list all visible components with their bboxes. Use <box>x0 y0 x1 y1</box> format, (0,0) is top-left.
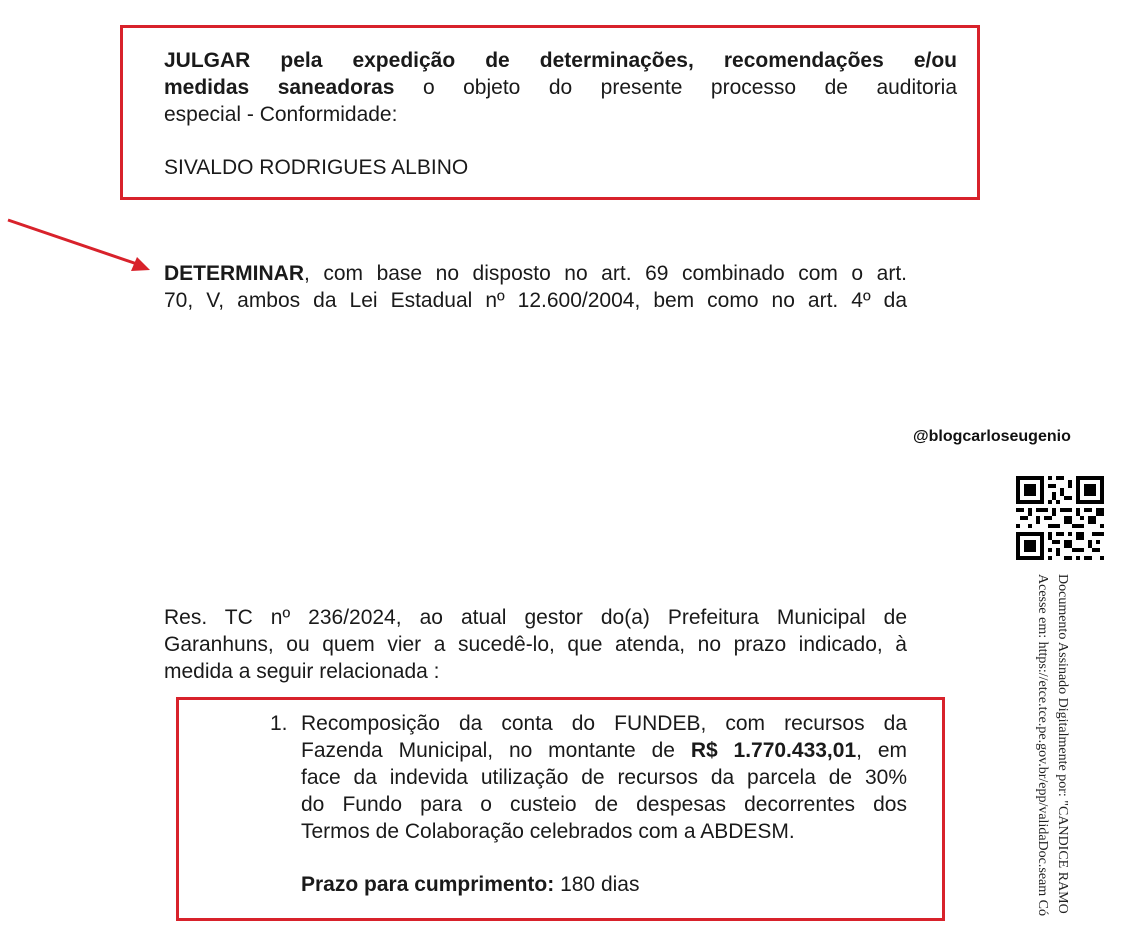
julgar-line-2 <box>164 74 957 101</box>
stamp-line-2: Acesse em: https://etce.tce.pe.gov.br/epp/validaDoc.seam Có <box>1035 574 1050 916</box>
item-line-1: Recomposição da conta do FUNDEB, com recursos da <box>301 712 907 735</box>
res-line-2: Garanhuns, ou quem vier a sucedê-lo, que atenda, no prazo indicado, à <box>164 633 907 656</box>
julgar-verb: JULGAR <box>164 49 251 72</box>
item-line-4: do Fundo para o custeio de despesas decorrentes dos <box>301 793 907 816</box>
deadline-label: Prazo para cumprimento: <box>301 873 555 896</box>
determinar-line-1: DETERMINAR, com base no disposto no art. 69 combinado com o art. <box>164 262 907 285</box>
res-line-3: medida a seguir relacionada : <box>164 660 440 683</box>
red-arrow-icon <box>0 205 170 285</box>
deadline-value: 180 dias <box>560 873 640 896</box>
qr-code-icon <box>1016 476 1104 560</box>
julgar-line-1 <box>164 47 957 74</box>
julgar-rest: o objeto do presente processo de auditoria <box>422 76 958 99</box>
item-number: 1. <box>270 712 288 735</box>
julgar-bold-text: pela expedição de determinações, recomendações e/ou <box>280 49 957 72</box>
julgar-line-3: especial - Conformidade: <box>164 103 398 126</box>
determinar-verb: DETERMINAR <box>164 262 304 285</box>
item-line-5: Termos de Colaboração celebrados com a ABDESM. <box>301 820 795 843</box>
amount-value: R$ 1.770.433,01 <box>690 739 857 762</box>
deadline <box>301 871 639 898</box>
item-line-3: face da indevida utilização de recursos da parcela de 30% <box>301 766 907 789</box>
item-line-2: Fazenda Municipal, no montante de R$ 1.770.433,01, em <box>301 739 907 762</box>
res-line-1: Res. TC nº 236/2024, ao atual gestor do(a) Prefeitura Municipal de <box>164 606 907 629</box>
responsible-name: SIVALDO RODRIGUES ALBINO <box>164 156 469 179</box>
stamp-line-1: Documento Assinado Digitalmente por: "CANDICE RAMO <box>1055 574 1070 914</box>
watermark-handle: @blogcarloseugenio <box>913 428 1071 445</box>
medidas-saneadoras: medidas saneadoras <box>164 76 395 99</box>
digital-signature-stamp <box>1020 574 1080 946</box>
determinar-line-2: 70, V, ambos da Lei Estadual nº 12.600/2004, bem como no art. 4º da <box>164 289 907 312</box>
